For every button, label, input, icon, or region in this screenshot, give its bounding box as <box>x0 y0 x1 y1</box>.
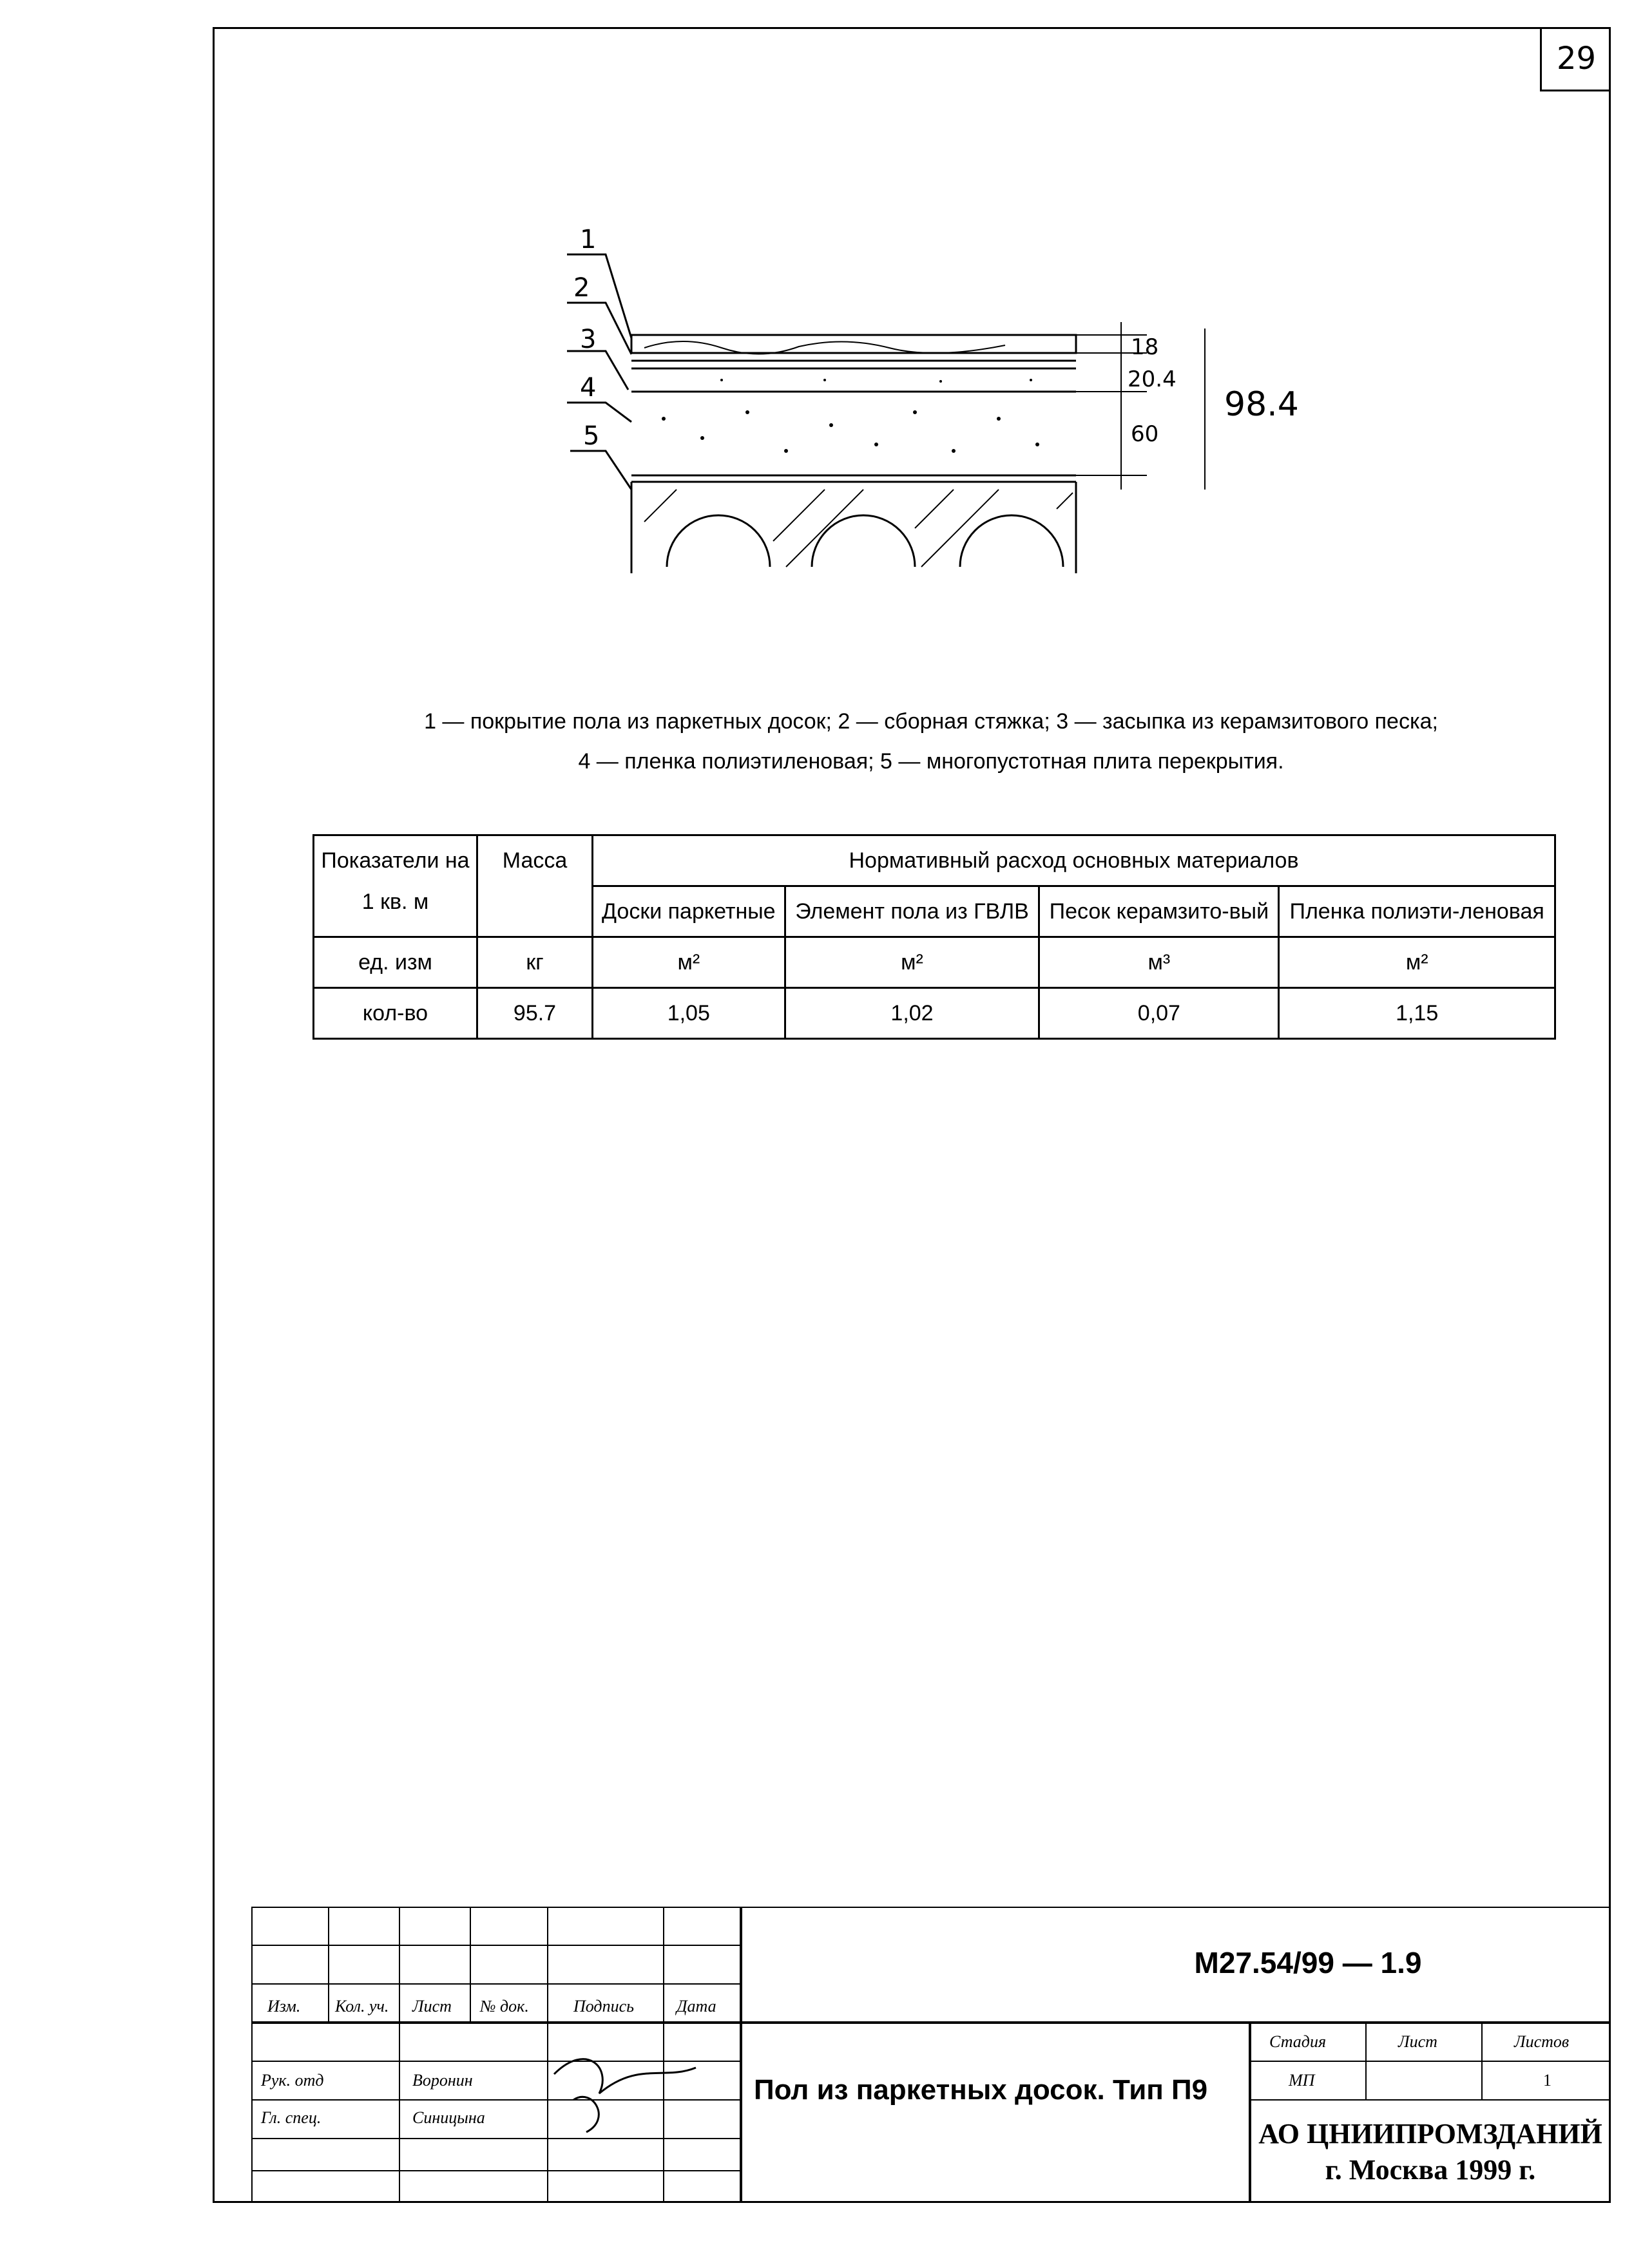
layer-label-4: 4 <box>580 373 597 403</box>
col-list: Лист <box>412 1997 452 2015</box>
sheet-number: 29 <box>1540 27 1611 91</box>
dimension-total: 98.4 <box>1224 385 1299 424</box>
units-value: м² <box>593 937 785 988</box>
header-material-2: Элемент пола из ГВЛВ <box>785 886 1039 937</box>
name-specialist: Синицына <box>412 2108 485 2127</box>
qty-label: кол-во <box>314 988 477 1039</box>
floor-section-drawing <box>554 225 1456 589</box>
legend-line-2: 4 — пленка полиэтиленовая; 5 — многопустотная плита перекрытия. <box>578 749 1284 774</box>
document-code: М27.54/99 — 1.9 <box>1194 1946 1422 1979</box>
qty-value: 1,05 <box>593 988 785 1039</box>
label-sheet: Лист <box>1398 2032 1437 2051</box>
materials-table <box>312 834 1556 1040</box>
header-norm: Нормативный расход основных материалов <box>593 835 1555 886</box>
organization <box>1250 2116 1611 2188</box>
units-mass: кг <box>477 937 593 988</box>
stage-value: МП <box>1289 2071 1315 2090</box>
dimension-18: 18 <box>1131 334 1159 360</box>
units-label: ед. изм <box>314 937 477 988</box>
label-stage: Стадия <box>1269 2032 1327 2051</box>
role-head: Рук. отд <box>261 2071 324 2090</box>
role-specialist: Гл. спец. <box>261 2108 322 2127</box>
col-doc: № док. <box>480 1997 529 2015</box>
qty-mass: 95.7 <box>477 988 593 1039</box>
organization-name: АО ЦНИИПРОМЗДАНИЙ <box>1258 2118 1602 2149</box>
col-signature: Подпись <box>573 1997 634 2015</box>
header-indicators: Показатели на 1 кв. м <box>314 835 477 937</box>
qty-value: 1,02 <box>785 988 1039 1039</box>
organization-city-year: г. Москва 1999 г. <box>1325 2154 1536 2186</box>
header-material-4: Пленка полиэти-леновая <box>1279 886 1555 937</box>
layer-label-1: 1 <box>580 225 597 254</box>
layer-label-3: 3 <box>580 325 597 354</box>
units-value: м² <box>1279 937 1555 988</box>
layer-label-5: 5 <box>583 421 600 451</box>
title-block <box>251 1907 1611 2203</box>
qty-value: 1,15 <box>1279 988 1555 1039</box>
legend-line-1: 1 — покрытие пола из паркетных досок; 2 — сборная стяжка; 3 — засыпка из керамзитового песка; <box>424 709 1438 734</box>
header-material-1: Доски паркетные <box>593 886 785 937</box>
dimension-60: 60 <box>1131 421 1159 447</box>
header-material-3: Песок керамзито-вый <box>1039 886 1279 937</box>
units-value: м² <box>785 937 1039 988</box>
document-title: Пол из паркетных досок. Тип П9 <box>754 2074 1208 2106</box>
units-value: м³ <box>1039 937 1279 988</box>
col-izm: Изм. <box>267 1997 301 2015</box>
name-head: Воронин <box>412 2071 473 2090</box>
dimension-20-4: 20.4 <box>1128 367 1177 392</box>
sheets-value: 1 <box>1543 2071 1552 2090</box>
layer-label-2: 2 <box>573 273 590 303</box>
col-kol-uch: Кол. уч. <box>335 1997 389 2015</box>
qty-value: 0,07 <box>1039 988 1279 1039</box>
header-mass: Масса <box>477 835 593 937</box>
col-date: Дата <box>677 1997 716 2015</box>
label-sheets: Листов <box>1514 2032 1570 2051</box>
